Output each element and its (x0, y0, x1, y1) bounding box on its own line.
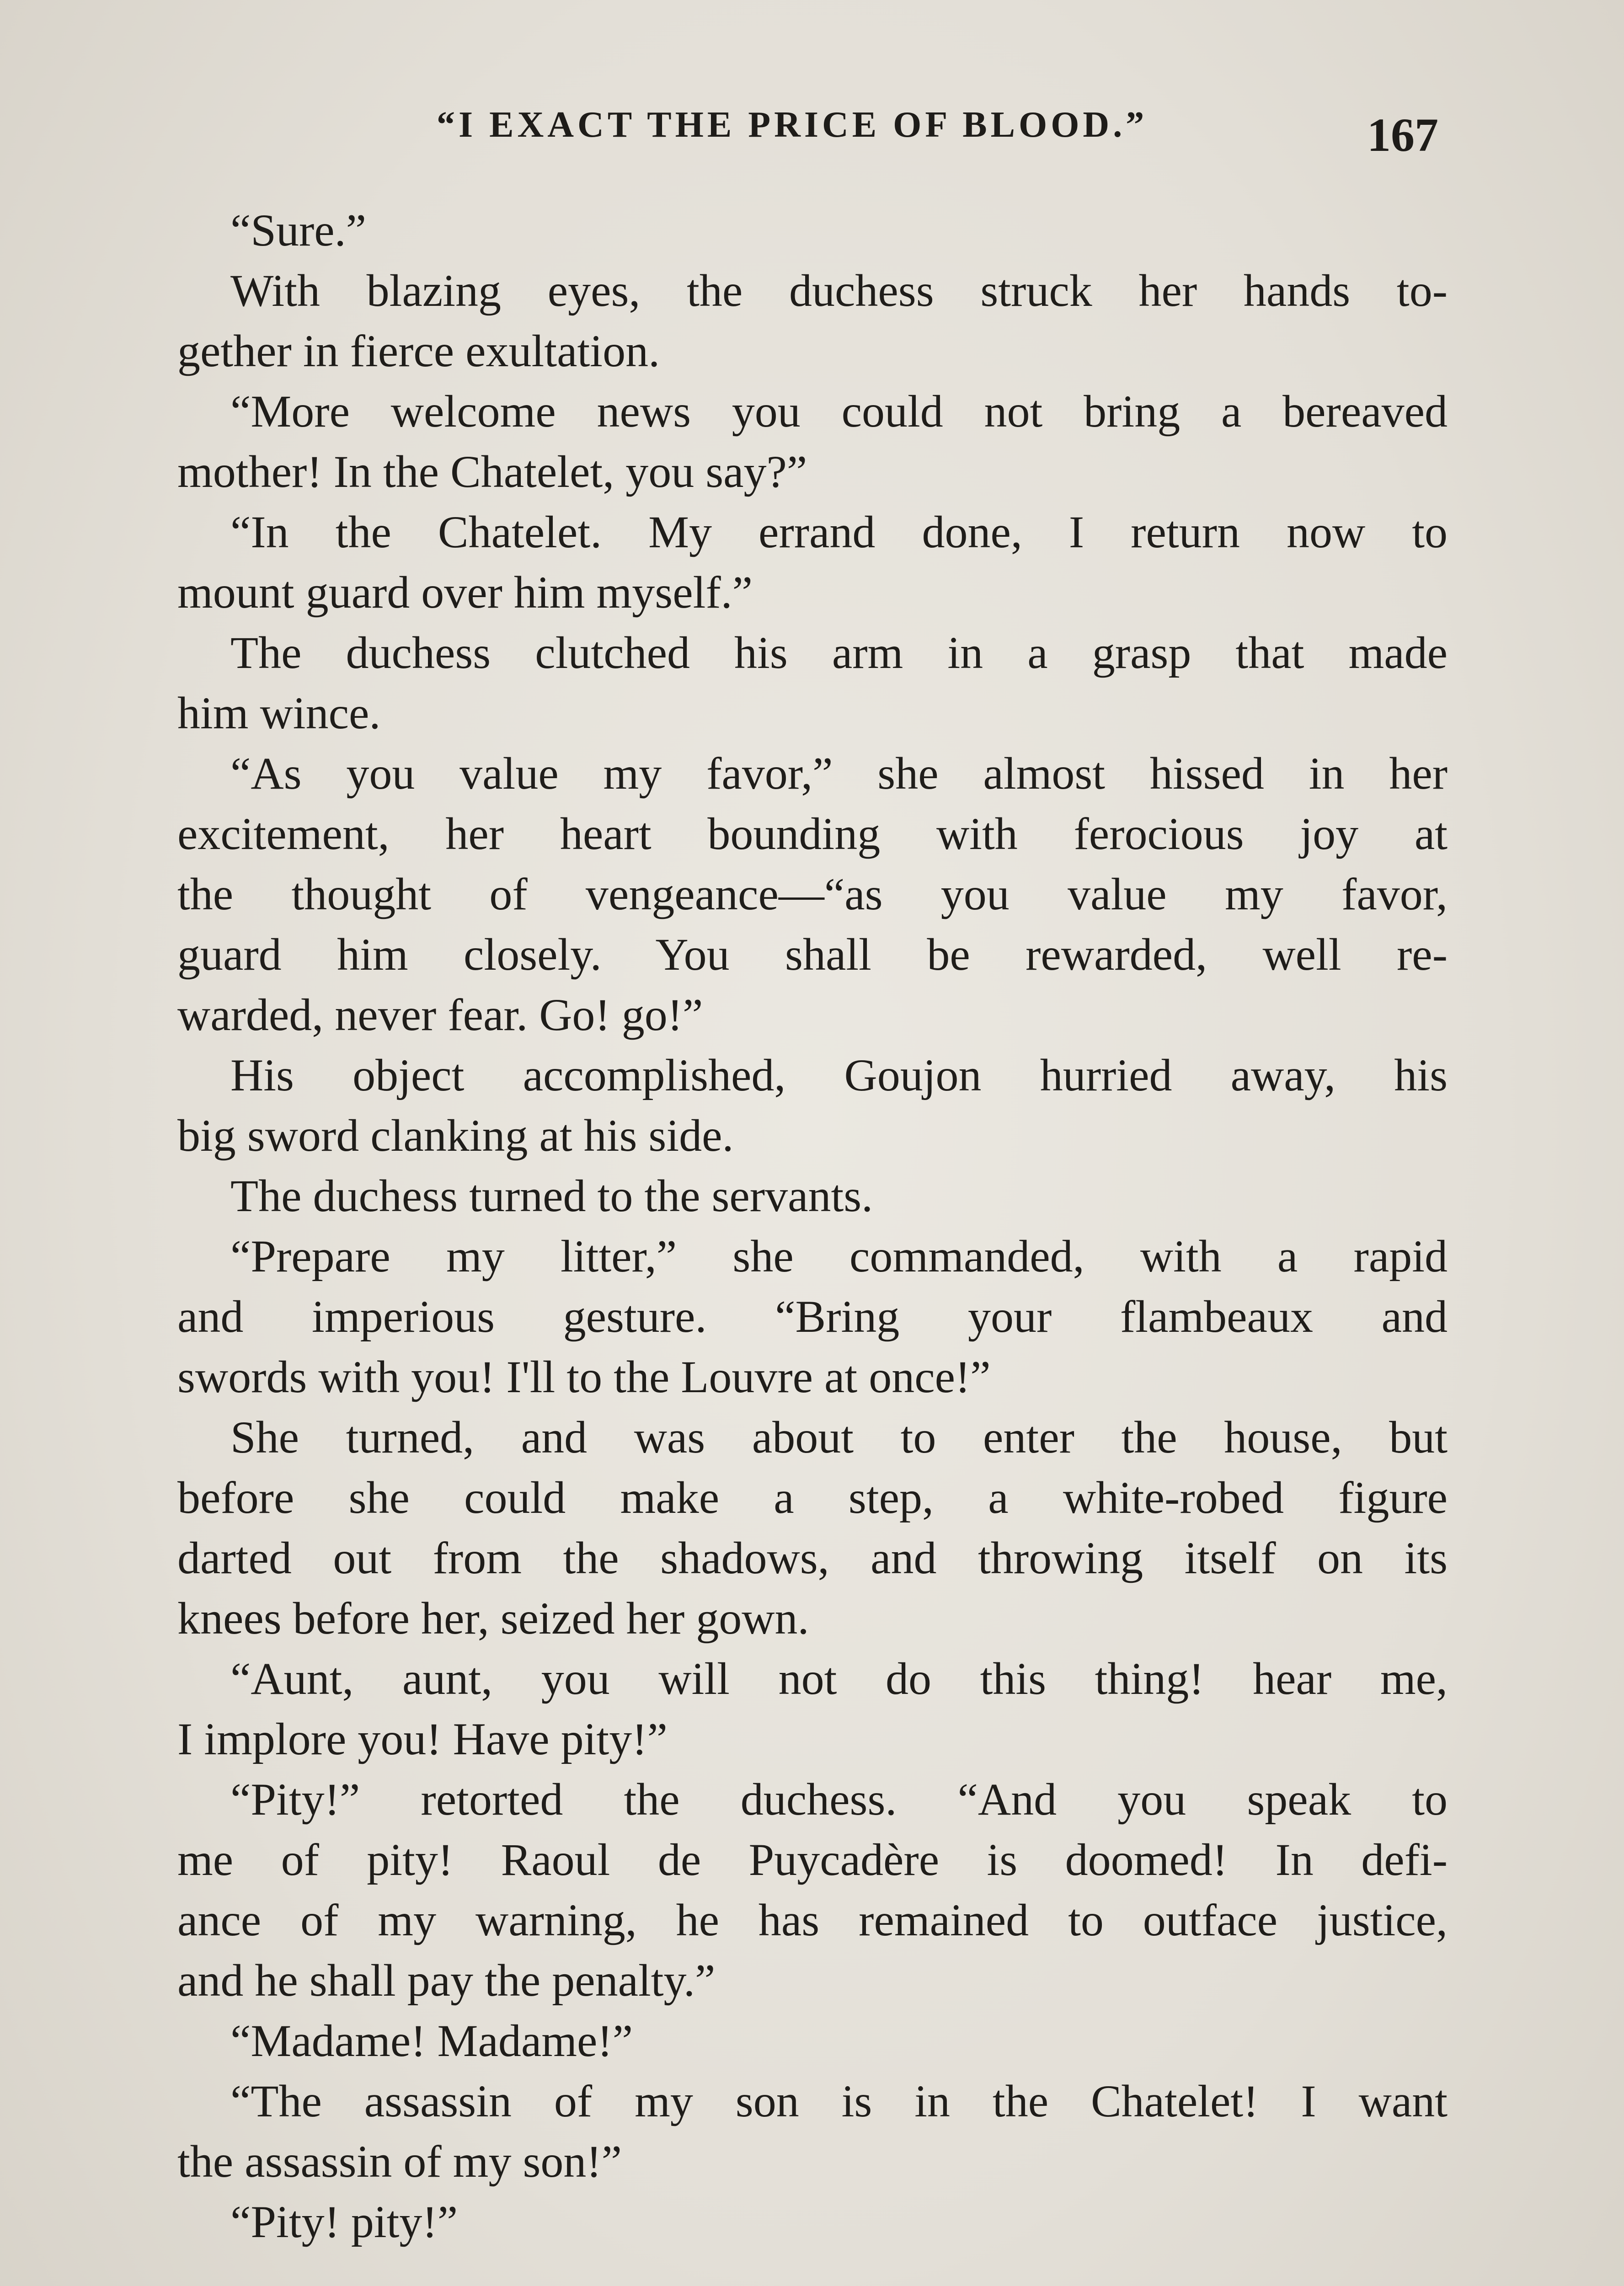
body-text (177, 200, 1448, 2252)
text-line: “As you value my favor,” she almost hissed in her (230, 748, 1448, 799)
text-line: excitement, her heart bounding with ferocious joy at (177, 808, 1448, 859)
text-line: With blazing eyes, the duchess struck her hands to- (230, 265, 1448, 316)
text-line: guard him closely. You shall be rewarded, well re- (177, 929, 1448, 980)
text-line: mount guard over him myself.” (177, 567, 753, 618)
text-line: “Pity! pity!” (230, 2196, 458, 2247)
text-line: “In the Chatelet. My errand done, I return now to (230, 507, 1448, 557)
text-line: darted out from the shadows, and throwing itself on its (177, 1533, 1448, 1583)
text-line: swords with you! I'll to the Louvre at once!” (177, 1351, 991, 1402)
text-line: “Aunt, aunt, you will not do this thing! hear me, (230, 1653, 1448, 1704)
text-line: gether in fierce exultation. (177, 326, 660, 376)
text-line: before she could make a step, a white-robed figure (177, 1472, 1448, 1523)
text-line: “More welcome news you could not bring a bereaved (230, 386, 1448, 437)
text-line: “Prepare my litter,” she commanded, with a rapid (230, 1231, 1448, 1282)
text-line: the thought of vengeance—“as you value my favor, (177, 869, 1448, 919)
text-line: She turned, and was about to enter the house, but (230, 1412, 1448, 1463)
text-line: knees before her, seized her gown. (177, 1593, 809, 1644)
text-line: and imperious gesture. “Bring your flambeaux and (177, 1291, 1448, 1342)
text-line: “The assassin of my son is in the Chatelet! I want (230, 2076, 1448, 2126)
text-line: I implore you! Have pity!” (177, 1714, 668, 1764)
text-line: him wince. (177, 688, 381, 738)
text-line: “Pity!” retorted the duchess. “And you speak to (230, 1774, 1448, 1825)
running-head: “I EXACT THE PRICE OF BLOOD.” (437, 105, 1148, 145)
text-line: me of pity! Raoul de Puycadère is doomed! In defi- (177, 1834, 1448, 1885)
text-line: and he shall pay the penalty.” (177, 1955, 716, 2006)
page-number: 167 (1367, 109, 1438, 161)
text-line: “Sure.” (230, 205, 367, 256)
text-line: “Madame! Madame!” (230, 2015, 633, 2066)
text-line: The duchess clutched his arm in a grasp that made (230, 627, 1448, 678)
text-line: ance of my warning, he has remained to outface justice, (177, 1895, 1448, 1945)
text-line: big sword clanking at his side. (177, 1110, 734, 1161)
text-line: mother! In the Chatelet, you say?” (177, 446, 807, 497)
text-line: the assassin of my son!” (177, 2136, 622, 2187)
text-line: The duchess turned to the servants. (230, 1170, 873, 1221)
text-line: warded, never fear. Go! go!” (177, 989, 703, 1040)
text-line: His object accomplished, Goujon hurried away, his (230, 1050, 1448, 1100)
